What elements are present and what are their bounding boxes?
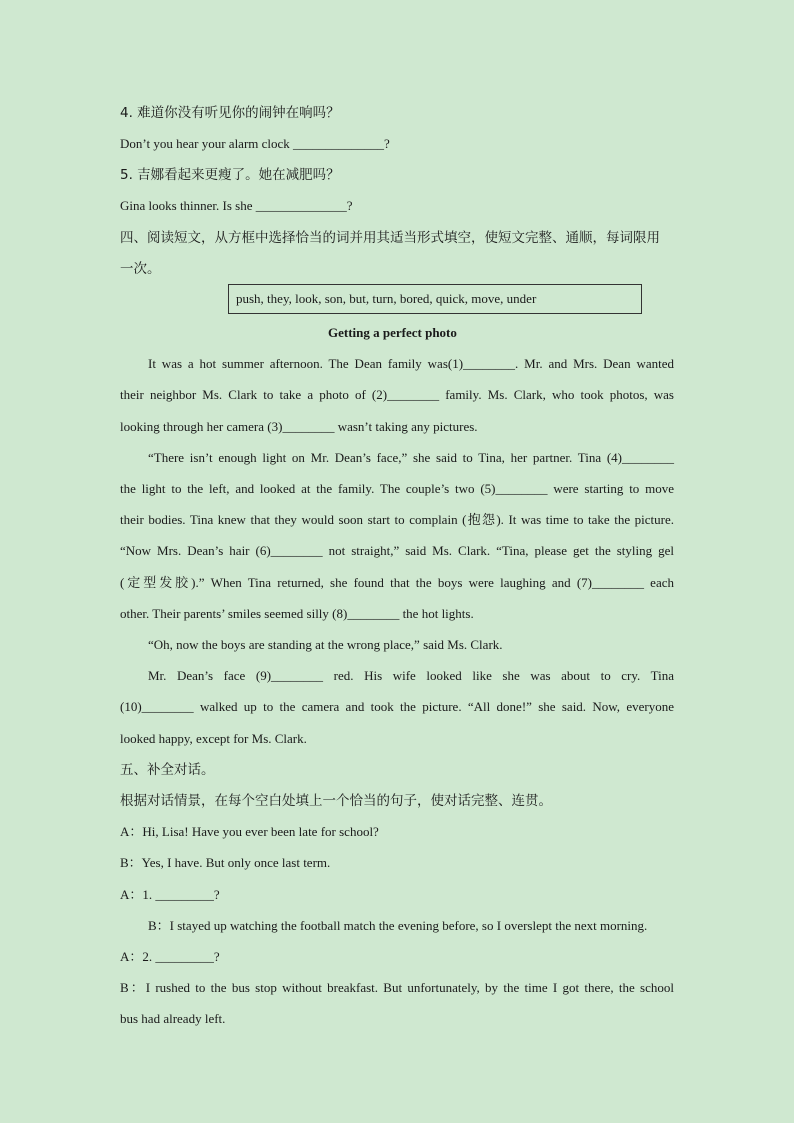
dialog-line: B：Yes, I have. But only once last term.	[120, 855, 331, 870]
question-4-english: Don’t you hear your alarm clock ______________?	[120, 136, 390, 151]
passage-line: (10)________ walked up to the camera and took the picture. “All done!” she said. Now, everyone	[120, 699, 674, 714]
dialog-line: A：2. _________?	[120, 949, 220, 964]
passage-line: other. Their parents’ smiles seemed silly (8)________ the hot lights.	[120, 606, 474, 621]
question-5-chinese: 5. 吉娜看起来更瘦了。她在减肥吗？	[120, 167, 340, 183]
question-5-english: Gina looks thinner. Is she ______________?	[120, 198, 353, 213]
word-box-words: push, they, look, son, but, turn, bored, quick, move, under	[236, 291, 537, 306]
passage-line: looking through her camera (3)________ wasn’t taking any pictures.	[120, 419, 478, 434]
passage-line: (定型发胶).” When Tina returned, she found that the boys were laughing and (7)________ each	[120, 575, 674, 590]
passage-line: “There isn’t enough light on Mr. Dean’s face,” she said to Tina, her partner. Tina (4)________	[148, 450, 674, 465]
passage-line: the light to the left, and looked at the family. The couple’s two (5)________ were starting to move	[120, 481, 674, 496]
dialog-line: A：1. _________?	[120, 887, 220, 902]
passage-line: “Oh, now the boys are standing at the wrong place,” said Ms. Clark.	[148, 637, 503, 652]
section-5-instruction: 根据对话情景，在每个空白处填上一个恰当的句子，使对话完整、连贯。	[120, 793, 552, 809]
passage-line: It was a hot summer afternoon. The Dean family was(1)________. Mr. and Mrs. Dean wanted	[148, 356, 674, 371]
passage-line: their bodies. Tina knew that they would soon start to complain (抱怨). It was time to take the picture.	[120, 512, 674, 527]
passage-line: Mr. Dean’s face (9)________ red. His wife looked like she was about to cry. Tina	[148, 668, 674, 683]
word-box	[228, 284, 642, 314]
section-4-instruction-line-2: 一次。	[120, 261, 161, 277]
section-5-title: 五、补全对话。	[120, 762, 215, 778]
passage-line: “Now Mrs. Dean’s hair (6)________ not straight,” said Ms. Clark. “Tina, please get the styling gel	[120, 543, 674, 558]
passage-line: their neighbor Ms. Clark to take a photo of (2)________ family. Ms. Clark, who took photos, was	[120, 387, 674, 402]
passage-line: looked happy, except for Ms. Clark.	[120, 731, 307, 746]
dialog-line: A：Hi, Lisa! Have you ever been late for school?	[120, 824, 379, 839]
section-4-instruction-line-1: 四、阅读短文，从方框中选择恰当的词并用其适当形式填空，使短文完整、通顺，每词限用	[120, 230, 660, 246]
dialog-line: bus had already left.	[120, 1011, 226, 1026]
dialog-line: B：I stayed up watching the football match the evening before, so I overslept the next morning.	[148, 918, 648, 933]
passage-title: Getting a perfect photo	[328, 325, 457, 340]
question-4-chinese: 4. 难道你没有听见你的闹钟在响吗？	[120, 105, 340, 121]
dialog-line: B：I rushed to the bus stop without breakfast. But unfortunately, by the time I got there, the school	[120, 980, 674, 995]
